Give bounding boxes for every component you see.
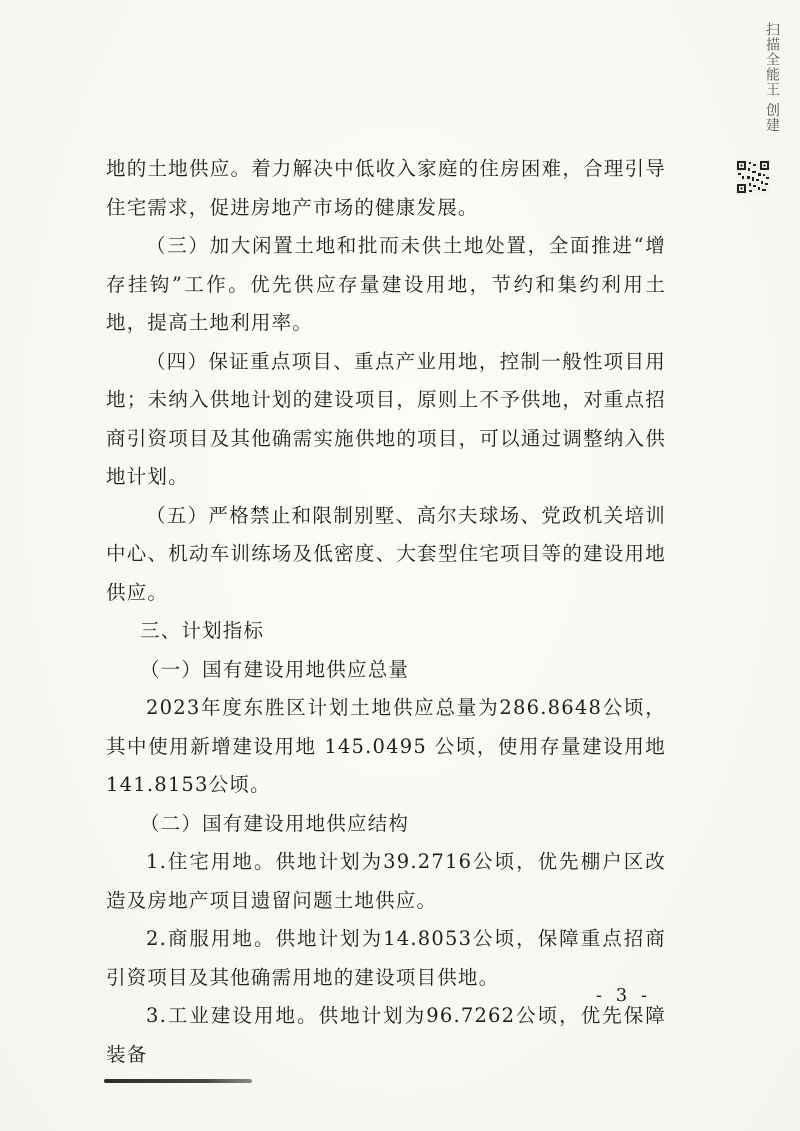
paragraph-item-5: （五）严格禁止和限制别墅、高尔夫球场、党政机关培训中心、机动车训练场及低密度、大套型住宅项目等的建设用地供应。 — [106, 503, 666, 604]
subheading-total-supply: （一）国有建设用地供应总量 — [140, 657, 410, 681]
document-body — [106, 150, 666, 1074]
paragraph-continuation: 地的土地供应。着力解决中低收入家庭的住房困难，合理引导住宅需求，促进房地产市场的健康发展。 — [106, 157, 666, 219]
paragraph-industrial-land: 3.工业建设用地。供地计划为96.7262公顷，优先保障装备 — [106, 1004, 666, 1066]
subheading-supply-structure: （二）国有建设用地供应结构 — [140, 811, 410, 835]
qr-code-icon — [736, 160, 770, 194]
paragraph-total-supply: 2023年度东胜区计划土地供应总量为286.8648公顷，其中使用新增建设用地 145.0495 公顷，使用存量建设用地141.8153公顷。 — [106, 696, 666, 796]
paragraph-item-4: （四）保证重点项目、重点产业用地，控制一般性项目用地；未纳入供地计划的建设项目，原则上不予供地，对重点招商引资项目及其他确需实施供地的项目，可以通过调整纳入供地计划。 — [106, 349, 666, 488]
section-heading-plan-indicators: 三、计划指标 — [140, 619, 265, 642]
footer-rule — [104, 1079, 252, 1083]
scanner-watermark-text: 扫描全能王 创建 — [764, 22, 780, 133]
page-number: - 3 - — [596, 985, 652, 1006]
paragraph-commercial-land: 2.商服用地。供地计划为14.8053公顷，保障重点招商引资项目及其他确需用地的建设项目供地。 — [106, 927, 666, 989]
paragraph-item-3: （三）加大闲置土地和批而未供土地处置，全面推进“增存挂钩”工作。优先供应存量建设用地，节约和集约利用土地，提高土地利用率。 — [106, 234, 666, 334]
paragraph-residential-land: 1.住宅用地。供地计划为39.2716公顷，优先棚户区改造及房地产项目遗留问题土地供应。 — [106, 850, 666, 912]
